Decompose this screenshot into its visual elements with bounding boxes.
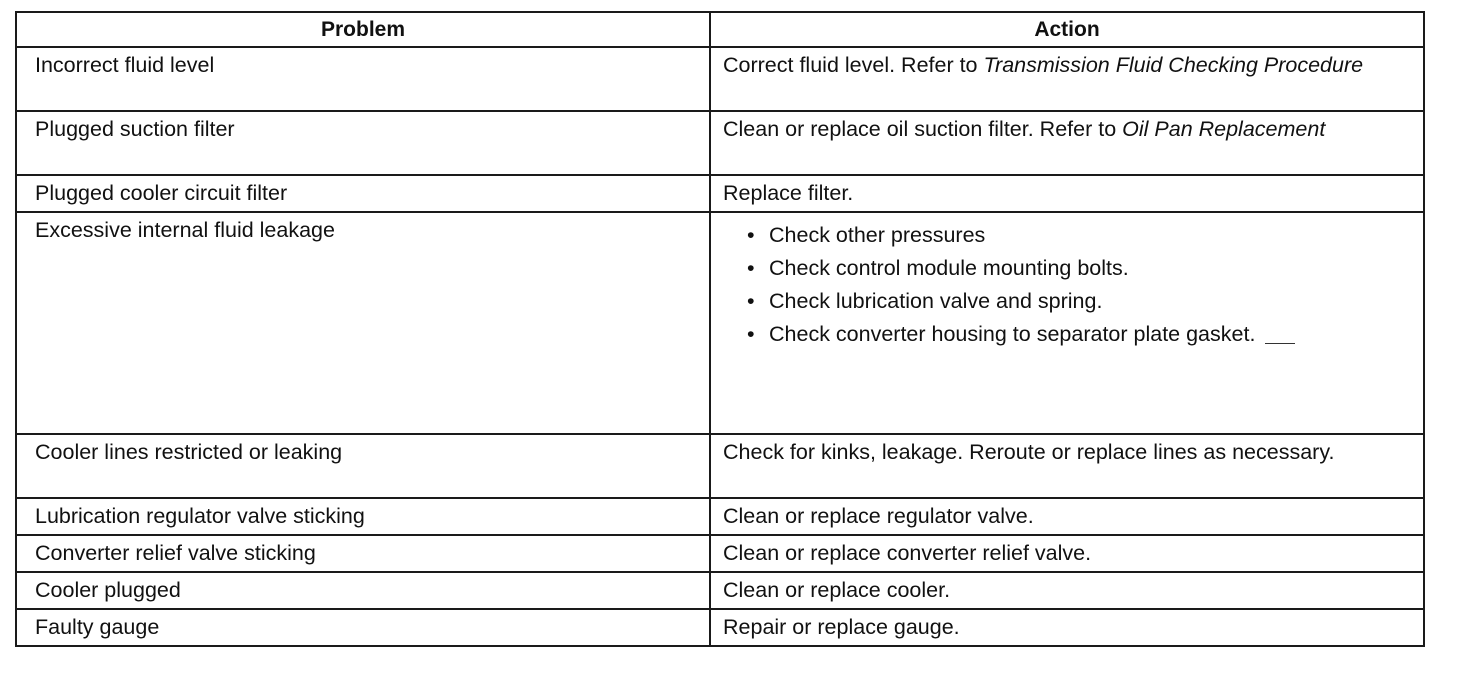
problem-cell: Incorrect fluid level [16,47,710,111]
problem-cell: Faulty gauge [16,609,710,646]
action-cell: Replace filter. [710,175,1424,212]
problem-cell: Cooler plugged [16,572,710,609]
problem-cell: Excessive internal fluid leakage [16,212,710,434]
table-row [16,535,1424,572]
table-row [16,498,1424,535]
action-reference: Oil Pan Replacement [1122,117,1326,141]
action-bullet-list [723,219,1415,351]
action-reference: Transmission Fluid Checking Procedure [983,53,1364,77]
bullet-item [769,318,1415,351]
bullet-item: • Check lubrication valve and spring. [769,285,1415,318]
troubleshooting-table-container [15,11,1423,647]
action-cell: Repair or replace gauge. [710,609,1424,646]
problem-cell: Cooler lines restricted or leaking [16,434,710,498]
action-cell [710,212,1424,434]
problem-cell: Converter relief valve sticking [16,535,710,572]
action-cell: Check for kinks, leakage. Reroute or replace lines as necessary. [710,434,1424,498]
bullet-item: • Check control module mounting bolts. [769,252,1415,285]
troubleshooting-table [15,11,1425,647]
problem-cell: Plugged suction filter [16,111,710,175]
table-row [16,572,1424,609]
table-row [16,609,1424,646]
table-row [16,434,1424,498]
table-row [16,47,1424,111]
action-text: Clean or replace oil suction filter. Refer to [723,117,1123,141]
action-text: Correct fluid level. Refer to [723,53,984,77]
bullet-text: Check converter housing to separator plate gasket. [769,322,1256,346]
header-problem: Problem [16,12,710,47]
table-row [16,175,1424,212]
table-row [16,111,1424,175]
action-cell: Clean or replace regulator valve. [710,498,1424,535]
header-action: Action [710,12,1424,47]
problem-cell: Plugged cooler circuit filter [16,175,710,212]
problem-cell: Lubrication regulator valve sticking [16,498,710,535]
action-cell: Clean or replace cooler. [710,572,1424,609]
table-row [16,212,1424,434]
bullet-item: • Check other pressures [769,219,1415,252]
action-cell: Clean or replace converter relief valve. [710,535,1424,572]
table-header-row [16,12,1424,47]
stray-mark [1265,343,1295,344]
action-cell [710,47,1424,111]
action-cell [710,111,1424,175]
